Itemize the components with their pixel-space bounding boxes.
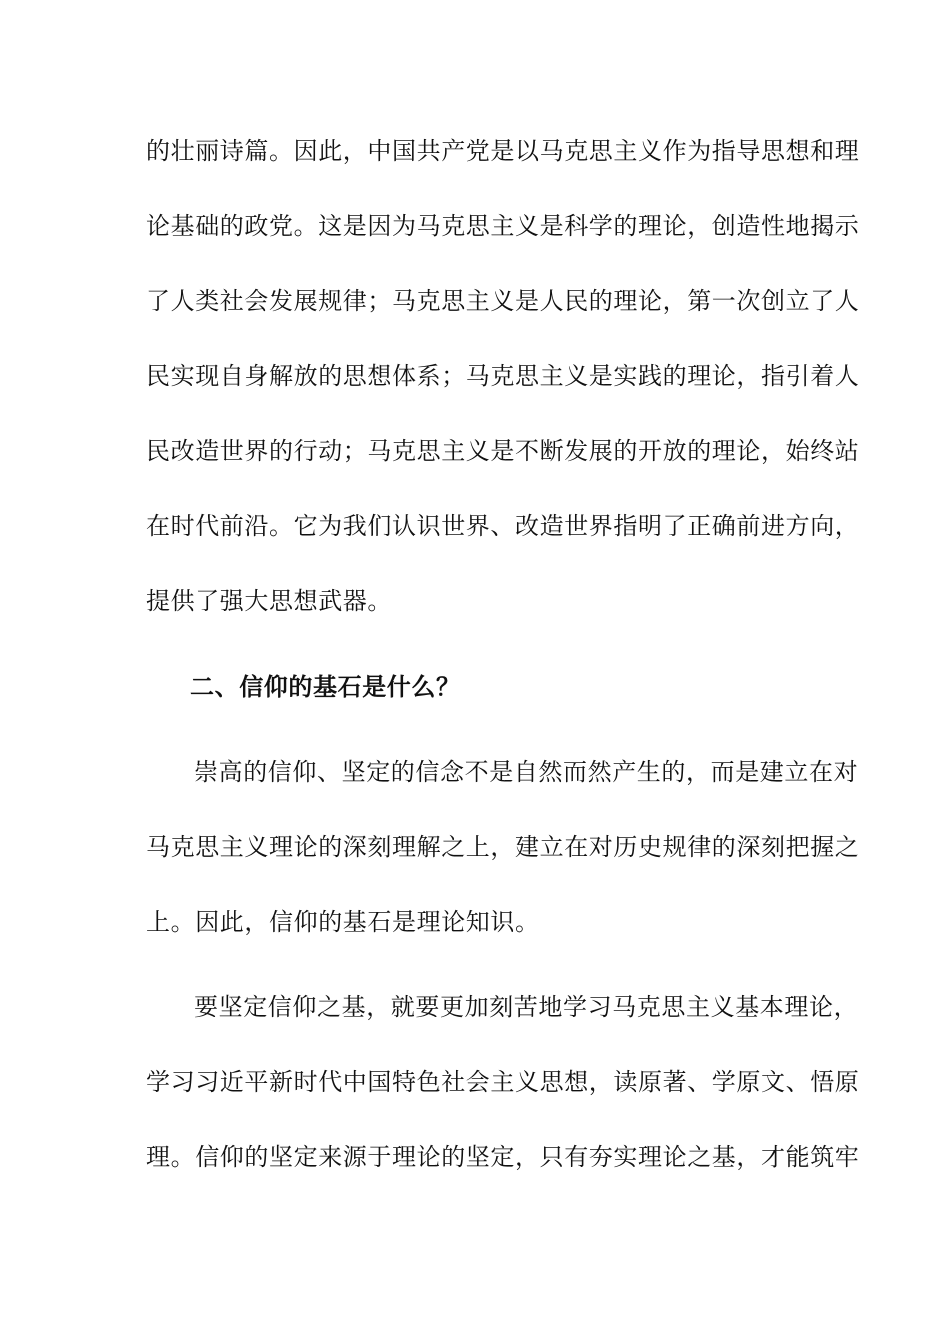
text-line: 学习习近平新时代中国特色社会主义思想，读原著、学原文、悟原 bbox=[146, 1068, 860, 1096]
text-line: 在时代前沿。它为我们认识世界、改造世界指明了正确前进方向， bbox=[146, 512, 860, 540]
text-line: 提供了强大思想武器。 bbox=[146, 587, 392, 615]
text-line: 马克思主义理论的深刻理解之上，建立在对历史规律的深刻把握之 bbox=[146, 833, 860, 861]
text-line: 崇高的信仰、坚定的信念不是自然而然产生的，而是建立在对 bbox=[194, 758, 859, 786]
section-heading: 二、信仰的基石是什么？ bbox=[190, 673, 461, 701]
text-line: 民改造世界的行动；马克思主义是不断发展的开放的理论，始终站 bbox=[146, 437, 860, 465]
text-line: 论基础的政党。这是因为马克思主义是科学的理论，创造性地揭示 bbox=[146, 212, 860, 240]
text-line: 理。信仰的坚定来源于理论的坚定，只有夯实理论之基，才能筑牢 bbox=[146, 1143, 860, 1171]
text-line: 的壮丽诗篇。因此，中国共产党是以马克思主义作为指导思想和理 bbox=[146, 137, 860, 165]
text-line: 上。因此，信仰的基石是理论知识。 bbox=[146, 908, 540, 936]
text-line: 要坚定信仰之基，就要更加刻苦地学习马克思主义基本理论， bbox=[194, 993, 859, 1021]
text-line: 民实现自身解放的思想体系；马克思主义是实践的理论，指引着人 bbox=[146, 362, 860, 390]
text-line: 了人类社会发展规律；马克思主义是人民的理论，第一次创立了人 bbox=[146, 287, 860, 315]
